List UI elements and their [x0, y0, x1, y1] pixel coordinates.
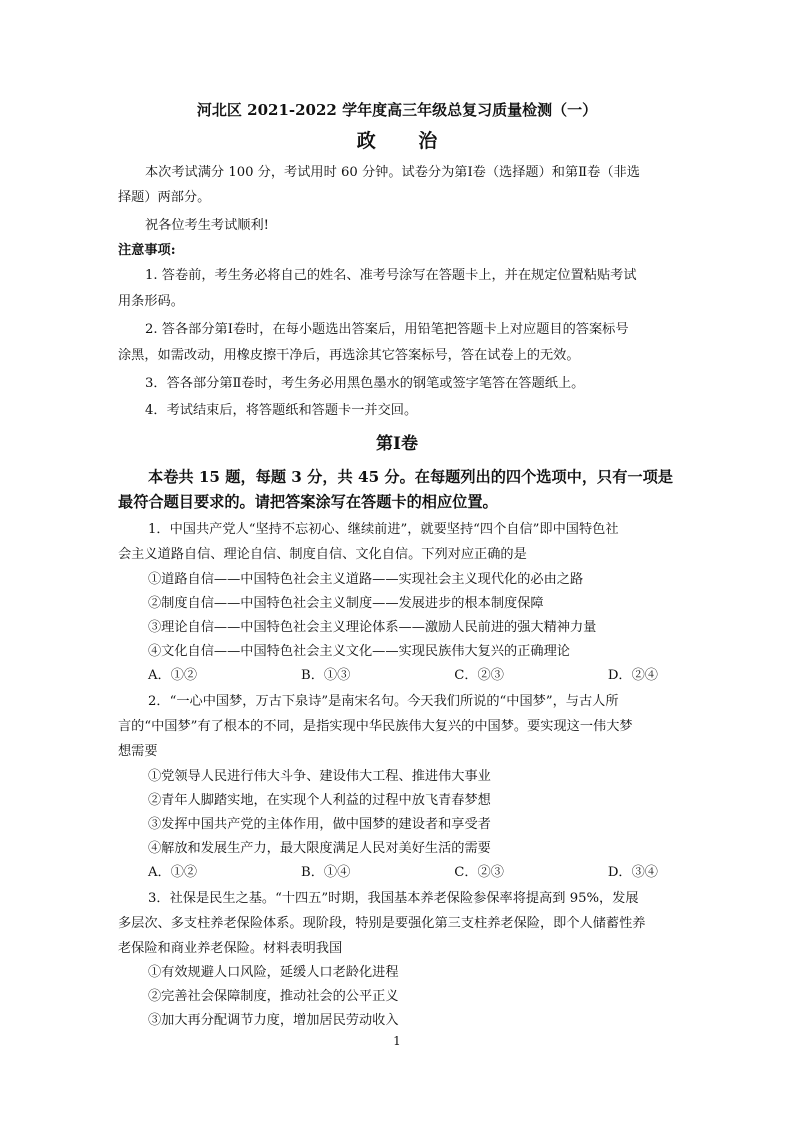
option-d: D．②④ — [607, 668, 658, 683]
question-statement: ③理论自信——中国特色社会主义理论体系——激励人民前进的强大精神力量 — [148, 620, 597, 635]
question-stem: 2．“一心中国梦，万古下泉诗”是南宋名句。今天我们所说的“中国梦”，与古人所 — [148, 694, 619, 709]
question-statement: ①有效规避人口风险，延缓人口老龄化进程 — [148, 965, 399, 980]
answer-options — [148, 666, 658, 686]
answer-options — [148, 863, 658, 883]
notice-heading: 注意事项: — [118, 243, 176, 258]
preface-wish: 祝各位考生考试顺利! — [145, 218, 269, 233]
notice-item: 涂黑，如需改动，用橡皮擦干净后，再选涂其它答案标号，答在试卷上的无效。 — [118, 348, 580, 363]
notice-item: 3．答各部分第Ⅱ卷时，考生务必用黑色墨水的钢笔或签字笔答在答题纸上。 — [145, 376, 585, 391]
notice-item: 用条形码。 — [118, 294, 184, 309]
section-intro: 最符合题目要求的。请把答案涂写在答题卡的相应位置。 — [118, 493, 498, 511]
option-b: B．①③ — [301, 668, 351, 683]
question-stem: 想需要 — [118, 744, 158, 759]
question-statement: ③加大再分配调节力度，增加居民劳动收入 — [148, 1013, 399, 1028]
notice-item: 1. 答卷前，考生务必将自己的姓名、准考号涂写在答题卡上，并在规定位置粘贴考试 — [145, 268, 637, 283]
question-statement: ④文化自信——中国特色社会主义文化——实现民族伟大复兴的正确理论 — [148, 644, 570, 659]
section-heading: 第Ⅰ卷 — [376, 434, 418, 454]
section-intro: 本卷共 15 题，每题 3 分，共 45 分。在每题列出的四个选项中，只有一项是 — [148, 468, 673, 486]
question-stem: 多层次、多支柱养老保险体系。现阶段，特别是要强化第三支柱养老保险，即个人储蓄性养 — [118, 916, 646, 931]
option-a: A．①② — [148, 865, 198, 880]
preface-line: 择题）两部分。 — [118, 190, 211, 205]
option-b: B．①④ — [301, 865, 351, 880]
question-stem: 会主义道路自信、理论自信、制度自信、文化自信。下列对应正确的是 — [118, 547, 527, 562]
option-c: C．②③ — [454, 668, 504, 683]
notice-item: 4．考试结束后，将答题纸和答题卡一并交回。 — [145, 403, 418, 418]
question-stem: 老保险和商业养老保险。材料表明我国 — [118, 941, 343, 956]
question-statement: ①党领导人民进行伟大斗争、建设伟大工程、推进伟大事业 — [148, 769, 491, 784]
question-statement: ①道路自信——中国特色社会主义道路——实现社会主义现代化的必由之路 — [148, 572, 584, 587]
question-statement: ②青年人脚踏实地，在实现个人利益的过程中放飞青春梦想 — [148, 793, 491, 808]
option-d: D．③④ — [607, 865, 658, 880]
question-stem: 3．社保是民生之基。“十四五”时期，我国基本养老保险参保率将提高到 95%，发展 — [148, 891, 639, 906]
question-statement: ②完善社会保障制度，推动社会的公平正义 — [148, 989, 399, 1004]
subject-title: 政 治 — [356, 130, 456, 152]
notice-item: 2. 答各部分第Ⅰ卷时，在每小题选出答案后，用铅笔把答题卡上对应题目的答案标号 — [145, 322, 629, 337]
question-statement: ④解放和发展生产力，最大限度满足人民对美好生活的需要 — [148, 841, 491, 856]
exam-title: 河北区 2021-2022 学年度高三年级总复习质量检测（一） — [196, 101, 598, 119]
preface-line: 本次考试满分 100 分，考试用时 60 分钟。试卷分为第Ⅰ卷（选择题）和第Ⅱ卷（非选 — [145, 165, 640, 180]
question-statement: ③发挥中国共产党的主体作用，做中国梦的建设者和享受者 — [148, 817, 491, 832]
option-a: A．①② — [148, 668, 198, 683]
question-statement: ②制度自信——中国特色社会主义制度——发展进步的根本制度保障 — [148, 596, 544, 611]
option-c: C．②③ — [454, 865, 504, 880]
question-stem: 1．中国共产党人“坚持不忘初心、继续前进”，就要坚持“四个自信”即中国特色社 — [148, 522, 619, 537]
question-stem: 言的“中国梦”有了根本的不同，是指实现中华民族伟大复兴的中国梦。要实现这一伟大梦 — [118, 719, 633, 734]
page-number: 1 — [393, 1034, 401, 1048]
